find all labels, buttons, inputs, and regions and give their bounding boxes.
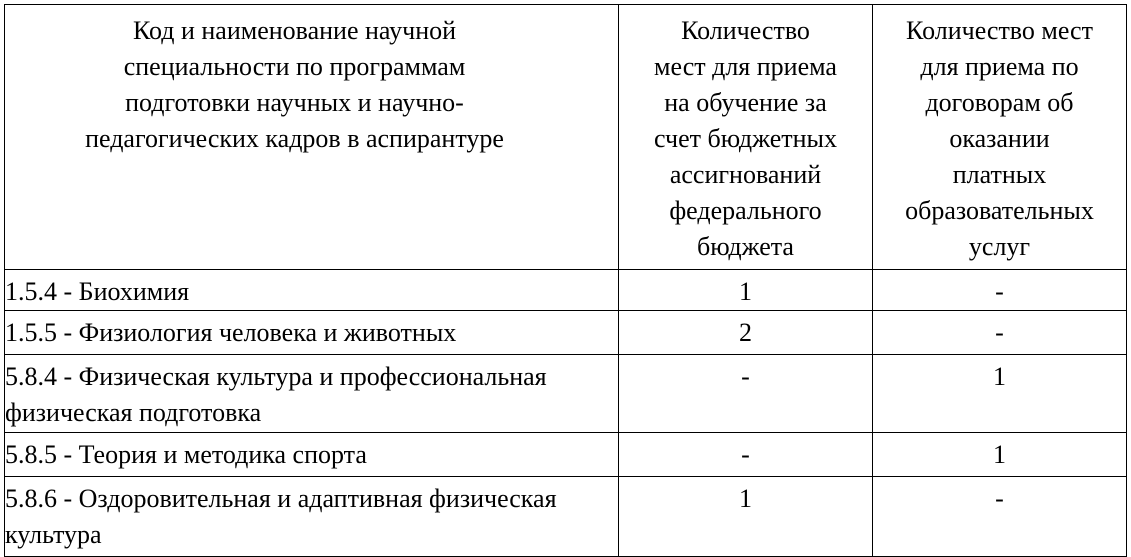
header-specialty xyxy=(5,5,619,270)
paid-cell xyxy=(873,355,1127,433)
budget-value: 1 xyxy=(739,277,752,306)
header-budget-text: Количество мест для приема на обучение за счет бюджетных ассигнований федерального бюджета xyxy=(654,16,837,261)
budget-cell xyxy=(619,270,873,311)
paid-value: 1 xyxy=(993,440,1006,469)
paid-cell xyxy=(873,311,1127,355)
table-row xyxy=(5,311,1127,355)
budget-value: - xyxy=(741,362,750,391)
specialty-text: 5.8.6 - Оздоровительная и адаптивная физическая культура xyxy=(5,484,557,549)
header-paid-places xyxy=(873,5,1127,270)
paid-value: - xyxy=(995,318,1004,347)
header-budget-places xyxy=(619,5,873,270)
budget-value: - xyxy=(741,440,750,469)
budget-cell xyxy=(619,355,873,433)
admission-quota-table xyxy=(4,4,1127,557)
specialty-cell xyxy=(5,311,619,355)
specialty-cell xyxy=(5,433,619,477)
specialty-text: 5.8.5 - Теория и методика спорта xyxy=(5,440,367,469)
specialty-text: 5.8.4 - Физическая культура и профессиональная физическая подготовка xyxy=(5,362,547,427)
specialty-cell xyxy=(5,355,619,433)
budget-value: 1 xyxy=(739,484,752,513)
paid-value: - xyxy=(995,277,1004,306)
table-row xyxy=(5,270,1127,311)
header-specialty-text: Код и наименование научной специальности по программам подготовки научных и научно- педагогических кадров в аспирантуре xyxy=(85,16,504,153)
budget-value: 2 xyxy=(739,318,752,347)
paid-cell xyxy=(873,270,1127,311)
paid-cell xyxy=(873,433,1127,477)
specialty-cell xyxy=(5,270,619,311)
specialty-cell xyxy=(5,477,619,557)
paid-value: 1 xyxy=(993,362,1006,391)
paid-value: - xyxy=(995,484,1004,513)
specialty-text: 1.5.5 - Физиология человека и животных xyxy=(5,318,457,347)
budget-cell xyxy=(619,311,873,355)
table-row xyxy=(5,433,1127,477)
table-row xyxy=(5,477,1127,557)
budget-cell xyxy=(619,433,873,477)
paid-cell xyxy=(873,477,1127,557)
table-row xyxy=(5,355,1127,433)
table-header-row xyxy=(5,5,1127,270)
budget-cell xyxy=(619,477,873,557)
specialty-text: 1.5.4 - Биохимия xyxy=(5,277,190,306)
header-paid-text: Количество мест для приема по договорам об оказании платных образовательных услуг xyxy=(905,16,1094,261)
